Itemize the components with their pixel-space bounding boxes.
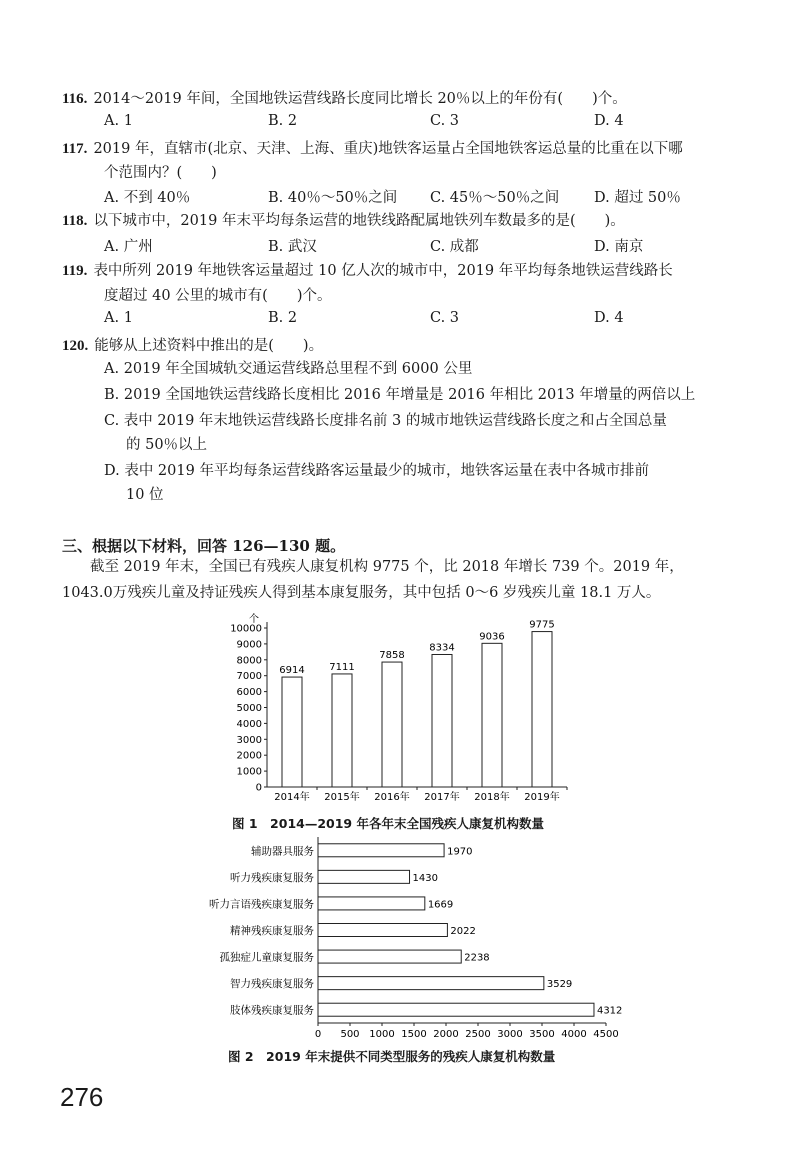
- x-tick-label: 0: [314, 1029, 322, 1040]
- y-category-label: 听力残疾康复服务: [230, 871, 314, 884]
- bar: [318, 844, 444, 857]
- bar: [318, 977, 544, 990]
- question-118: [62, 210, 625, 231]
- option-a: A. 广州: [104, 239, 153, 255]
- bar-value-label: 7111: [329, 661, 355, 673]
- bar-value-label: 6914: [279, 665, 305, 677]
- option-a: A. 1: [104, 113, 133, 129]
- question-text: 表中所列 2019 年地铁客运量超过 10 亿人次的城市中，2019 年平均每条地铁运营线路长: [93, 263, 673, 279]
- material-para-1: 截至 2019 年末，全国已有残疾人康复机构 9775 个，比 2018 年增长 739 个。2019 年，: [90, 559, 684, 575]
- bar-value-label: 4312: [596, 1005, 623, 1017]
- material-para-2: 1043.0万残疾儿童及持证残疾人得到基本康复服务，其中包括 0～6 岁残疾儿童 18.1 万人。: [62, 585, 661, 601]
- question-number: 117.: [62, 141, 88, 157]
- y-axis-unit-label: 个: [249, 614, 259, 625]
- question-number: 120.: [62, 338, 89, 354]
- option-d: D. 4: [594, 113, 624, 129]
- question-number: 116.: [62, 91, 88, 107]
- bar: [332, 674, 352, 787]
- x-tick-label: 2019年: [524, 792, 560, 803]
- bar: [482, 643, 502, 787]
- y-tick-label: 8000: [236, 655, 262, 667]
- page-number: 276: [60, 1082, 104, 1112]
- option-c: C. 3: [430, 113, 460, 129]
- option-b: B. 2: [268, 310, 298, 326]
- y-tick-label: 0: [255, 782, 262, 794]
- x-tick-label: 2000: [433, 1029, 459, 1040]
- figure-2-horizontal-bar-chart: [190, 833, 630, 1043]
- option-a: A. 2019 年全国城轨交通运营线路总里程不到 6000 公里: [104, 361, 473, 377]
- bar: [318, 950, 461, 963]
- option-a: A. 1: [104, 310, 133, 326]
- y-tick-label: 3000: [236, 734, 262, 746]
- question-number: 118.: [62, 213, 88, 229]
- question-text: 2019 年，直辖市(北京、天津、上海、重庆)地铁客运量占全国地铁客运总量的比重在以下哪: [93, 141, 683, 157]
- question-text-cont: 个范围内？( ): [104, 165, 217, 181]
- question-116: [62, 88, 627, 109]
- option-d-cont: 10 位: [126, 487, 164, 503]
- option-a: A. 不到 40％: [104, 190, 191, 206]
- bar-value-label: 7858: [379, 650, 405, 662]
- question-text-cont: 度超过 40 公里的城市有( )个。: [104, 288, 332, 304]
- bar-value-label: 3529: [546, 979, 573, 991]
- x-tick-label: 2016年: [374, 792, 410, 803]
- y-tick-label: 6000: [236, 687, 262, 699]
- question-text: 2014～2019 年间，全国地铁运营线路长度同比增长 20％以上的年份有( )个。: [93, 91, 627, 107]
- question-text: 能够从上述资料中推出的是( )。: [94, 338, 324, 354]
- option-d: D. 表中 2019 年平均每条运营线路客运量最少的城市，地铁客运量在表中各城市排前: [104, 463, 649, 479]
- bar-value-label: 1430: [412, 872, 438, 884]
- question-120: [62, 335, 323, 356]
- bar: [382, 662, 402, 787]
- y-category-label: 肢体残疾康复服务: [230, 1004, 314, 1017]
- x-tick-label: 2017年: [424, 792, 460, 803]
- bar: [318, 870, 410, 883]
- x-tick-label: 4500: [593, 1029, 619, 1040]
- y-tick-label: 5000: [236, 703, 262, 714]
- bar: [282, 677, 302, 787]
- option-b: B. 2: [268, 113, 298, 129]
- question-117: [62, 138, 683, 159]
- bar: [318, 924, 447, 937]
- y-category-label: 智力残疾康复服务: [230, 978, 314, 991]
- bar: [318, 897, 425, 910]
- x-tick-label: 3000: [497, 1029, 523, 1040]
- question-117-cont: [104, 162, 217, 183]
- question-text: 以下城市中，2019 年末平均每条运营的地铁线路配属地铁列车数最多的是( )。: [93, 213, 625, 229]
- x-tick-label: 2500: [465, 1029, 491, 1040]
- y-tick-label: 2000: [236, 750, 262, 762]
- y-category-label: 听力言语残疾康复服务: [209, 898, 314, 911]
- y-category-label: 孤独症儿童康复服务: [219, 951, 314, 964]
- y-tick-label: 9000: [236, 639, 262, 651]
- bar-value-label: 2238: [464, 952, 490, 964]
- option-d: D. 4: [594, 310, 624, 326]
- figure-2-caption: 图 2 2019 年末提供不同类型服务的残疾人康复机构数量: [228, 1049, 556, 1064]
- question-119: [62, 260, 673, 281]
- x-tick-label: 1500: [401, 1029, 427, 1040]
- option-b: B. 40％～50％之间: [268, 190, 398, 206]
- y-tick-label: 4000: [236, 718, 262, 730]
- bar: [532, 632, 552, 787]
- option-c-cont: 的 50％以上: [126, 437, 208, 453]
- y-category-label: 辅助器具服务: [251, 845, 314, 858]
- bar-value-label: 1970: [447, 846, 473, 858]
- question-number: 119.: [62, 263, 88, 279]
- x-tick-label: 500: [340, 1029, 360, 1040]
- x-tick-label: 1000: [369, 1029, 395, 1040]
- y-category-label: 精神残疾康复服务: [230, 925, 314, 937]
- x-tick-label: 2014年: [274, 792, 310, 803]
- x-tick-label: 2015年: [324, 792, 360, 803]
- option-c: C. 表中 2019 年末地铁运营线路长度排名前 3 的城市地铁运营线路长度之和占全国总量: [104, 413, 667, 429]
- y-tick-label: 10000: [230, 623, 262, 635]
- x-tick-label: 3500: [529, 1029, 555, 1040]
- y-tick-label: 7000: [236, 671, 262, 683]
- bar-value-label: 2022: [450, 926, 476, 937]
- option-d: D. 南京: [594, 239, 644, 255]
- y-tick-label: 1000: [236, 766, 262, 778]
- x-tick-label: 2018年: [474, 792, 510, 803]
- bar-value-label: 9036: [479, 631, 505, 643]
- option-c: C. 45％～50％之间: [430, 190, 560, 206]
- figure-1-bar-chart: [225, 612, 585, 812]
- bar-value-label: 1669: [427, 899, 454, 911]
- bar: [432, 654, 452, 787]
- section-title: 三、根据以下材料，回答 126—130 题。: [62, 537, 346, 555]
- bar: [318, 1003, 594, 1016]
- x-tick-label: 4000: [561, 1029, 587, 1040]
- question-119-cont: [104, 285, 331, 306]
- bar-value-label: 9775: [529, 619, 555, 631]
- figure-1-caption: 图 1 2014—2019 年各年末全国残疾人康复机构数量: [232, 816, 544, 831]
- option-d: D. 超过 50％: [594, 190, 681, 206]
- option-c: C. 3: [430, 310, 460, 326]
- option-c: C. 成都: [430, 239, 479, 255]
- option-b: B. 武汉: [268, 239, 317, 255]
- option-b: B. 2019 全国地铁运营线路长度相比 2016 年增量是 2016 年相比 2013 年增量的两倍以上: [104, 387, 696, 403]
- bar-value-label: 8334: [429, 642, 455, 654]
